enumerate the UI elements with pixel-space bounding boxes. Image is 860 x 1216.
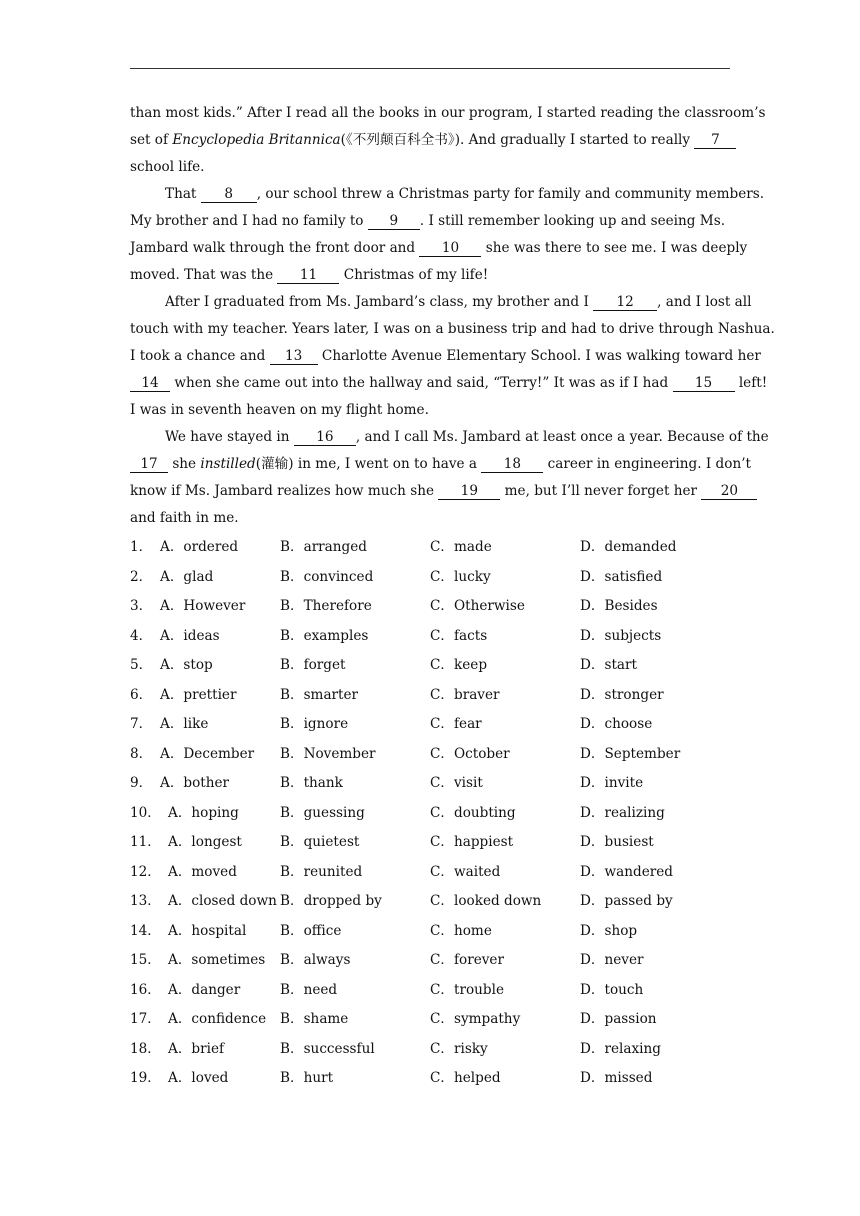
option-c: C．home: [430, 922, 492, 939]
option-a: A．ideas: [160, 627, 220, 644]
blank-12: 12: [593, 295, 657, 311]
blank-16: 16: [294, 430, 356, 446]
option-c: C．keep: [430, 657, 488, 673]
option-b: B．forget: [280, 657, 346, 673]
option-a: A．prettier: [160, 686, 237, 703]
question-number: 16．: [130, 981, 161, 998]
question-number: 4．: [130, 627, 153, 644]
option-d: D．Besides: [580, 598, 658, 614]
passage-text: That: [165, 186, 201, 202]
option-a: A．stop: [160, 657, 213, 673]
blank-20: 20: [701, 484, 757, 500]
question-number: 6．: [130, 686, 153, 703]
passage-text: My brother and I had no family to: [130, 213, 368, 229]
option-b: B．ignore: [280, 716, 349, 732]
question-row: [130, 976, 730, 1006]
question-number: 2．: [130, 568, 153, 585]
option-a: A．hospital: [168, 922, 247, 939]
question-number: 12．: [130, 863, 161, 880]
passage: [130, 100, 775, 532]
passage-text: , and I lost all: [657, 294, 752, 310]
passage-text: know if Ms. Jambard realizes how much she: [130, 483, 439, 499]
option-d: D．start: [580, 657, 637, 673]
passage-text: me, but I’ll never forget her: [500, 483, 702, 499]
question-row: [130, 740, 730, 770]
question-number: 13．: [130, 893, 161, 909]
question-row: [130, 563, 730, 593]
passage-line: [130, 208, 730, 235]
question-row: [130, 799, 730, 829]
passage-line: [130, 343, 761, 370]
question-number: 3．: [130, 598, 153, 614]
question-number: 19．: [130, 1070, 161, 1086]
question-number: 11．: [130, 834, 161, 850]
passage-text: I took a chance and: [130, 348, 270, 364]
passage-text: than most kids.” After I read all the books in our program, I started reading the classroom’s: [130, 105, 766, 121]
blank-13: 13: [270, 349, 318, 365]
option-b: B．Therefore: [280, 598, 372, 614]
option-d: D．September: [580, 745, 681, 762]
passage-text: Christmas of my life!: [339, 267, 489, 283]
blank-15: 15: [673, 376, 735, 392]
blank-8: 8: [201, 187, 257, 203]
option-b: B．thank: [280, 775, 343, 791]
option-a: A．confidence: [168, 1011, 267, 1027]
question-row: [130, 917, 730, 947]
option-b: B．November: [280, 745, 376, 762]
option-d: D．passed by: [580, 893, 673, 909]
question-number: 9．: [130, 775, 153, 791]
passage-line: [130, 370, 768, 397]
question-row: [130, 1005, 730, 1035]
option-c: C．facts: [430, 627, 488, 644]
passage-line: [130, 478, 739, 505]
italic-word: instilled: [200, 456, 256, 472]
option-c: C．visit: [430, 775, 483, 791]
passage-line: [130, 100, 766, 127]
blank-14: 14: [130, 376, 170, 392]
option-c: C．lucky: [430, 568, 491, 585]
option-a: A．loved: [168, 1070, 229, 1086]
option-d: D．busiest: [580, 834, 654, 850]
passage-text: school life.: [130, 159, 205, 175]
question-row: [130, 651, 730, 681]
passage-line: [130, 235, 748, 262]
blank-10: 10: [419, 241, 481, 257]
question-row: [130, 946, 730, 976]
option-b: B．arranged: [280, 539, 367, 555]
passage-line: [130, 262, 730, 289]
option-c: C．waited: [430, 863, 501, 880]
question-row: [130, 710, 730, 740]
passage-text: she: [168, 456, 201, 472]
question-number: 10．: [130, 804, 161, 821]
option-a: A．However: [160, 598, 246, 614]
question-number: 18．: [130, 1040, 161, 1057]
option-d: D．missed: [580, 1070, 653, 1086]
option-c: C．braver: [430, 686, 500, 703]
question-number: 7．: [130, 716, 153, 732]
option-c: C．doubting: [430, 804, 516, 821]
question-number: 5．: [130, 657, 153, 673]
passage-text: touch with my teacher. Years later, I was on a business trip and had to drive through Nashua.: [130, 321, 775, 337]
passage-text: . I still remember looking up and seeing Ms.: [419, 213, 726, 229]
passage-line: [130, 181, 765, 208]
passage-text: , and I call Ms. Jambard at least once a year. Because of the: [355, 429, 769, 445]
passage-text: After I graduated from Ms. Jambard’s class, my brother and I: [165, 294, 594, 310]
header-rule: [130, 68, 730, 69]
option-b: B．smarter: [280, 686, 359, 703]
option-b: B．shame: [280, 1011, 349, 1027]
option-d: D．subjects: [580, 627, 662, 644]
option-a: A．brief: [168, 1040, 225, 1057]
passage-line: [130, 289, 752, 316]
blank-9: 9: [368, 214, 420, 230]
question-row: [130, 592, 730, 622]
option-c: C．October: [430, 745, 510, 762]
option-c: C．helped: [430, 1070, 501, 1086]
passage-text: career in engineering. I don’t: [543, 456, 751, 472]
question-row: [130, 1035, 730, 1065]
option-a: A．ordered: [160, 539, 239, 555]
passage-text: , our school threw a Christmas party for family and community members.: [256, 186, 765, 202]
passage-line: [130, 316, 775, 343]
question-row: [130, 858, 730, 888]
option-d: D．wandered: [580, 863, 673, 880]
option-a: A．moved: [168, 863, 237, 880]
option-a: A．December: [160, 745, 255, 762]
option-a: A．closed down: [168, 893, 277, 909]
blank-7: 7: [694, 133, 736, 149]
question-number: 8．: [130, 745, 153, 762]
passage-text: We have stayed in: [165, 429, 294, 445]
question-number: 17．: [130, 1011, 161, 1027]
passage-line: [130, 397, 730, 424]
question-list: [130, 533, 730, 1094]
option-d: D．stronger: [580, 686, 664, 703]
option-d: D．demanded: [580, 539, 677, 555]
question-number: 1．: [130, 539, 153, 555]
question-row: [130, 828, 730, 858]
option-a: A．bother: [160, 775, 230, 791]
option-b: B．examples: [280, 627, 369, 644]
option-c: C．looked down: [430, 893, 542, 909]
option-a: A．hoping: [168, 804, 239, 821]
passage-text: she was there to see me. I was deeply: [481, 240, 748, 256]
option-d: D．invite: [580, 775, 644, 791]
blank-18: 18: [481, 457, 543, 473]
option-b: B．guessing: [280, 804, 365, 821]
option-a: A．danger: [168, 981, 241, 998]
option-b: B．hurt: [280, 1070, 334, 1086]
option-c: C．risky: [430, 1040, 488, 1057]
passage-text: left!: [734, 375, 768, 391]
option-b: B．convinced: [280, 568, 374, 585]
option-b: B．quietest: [280, 834, 360, 850]
option-c: C．sympathy: [430, 1011, 521, 1027]
option-c: C．happiest: [430, 834, 514, 850]
question-row: [130, 681, 730, 711]
passage-line: [130, 154, 730, 181]
option-b: B．dropped by: [280, 893, 382, 909]
passage-text: and faith in me.: [130, 510, 239, 526]
option-d: D．satisfied: [580, 568, 663, 585]
option-d: D．relaxing: [580, 1040, 661, 1057]
option-c: C．made: [430, 539, 492, 555]
option-d: D．choose: [580, 716, 653, 732]
book-title: Encyclopedia Britannica: [172, 132, 341, 148]
passage-text: (灌输) in me, I went on to have a: [255, 456, 482, 472]
question-number: 15．: [130, 952, 161, 968]
option-a: A．sometimes: [168, 952, 266, 968]
question-row: [130, 769, 730, 799]
option-b: B．always: [280, 952, 351, 968]
question-row: [130, 887, 730, 917]
option-b: B．reunited: [280, 863, 363, 880]
blank-11: 11: [277, 268, 339, 284]
option-d: D．shop: [580, 922, 638, 939]
option-a: A．longest: [168, 834, 242, 850]
option-c: C．Otherwise: [430, 598, 525, 614]
option-d: D．passion: [580, 1011, 657, 1027]
option-b: B．need: [280, 981, 338, 998]
blank-19: 19: [438, 484, 500, 500]
option-a: A．like: [160, 716, 209, 732]
option-c: C．fear: [430, 716, 482, 732]
passage-text: moved. That was the: [130, 267, 278, 283]
question-number: 14．: [130, 922, 161, 939]
option-c: C．trouble: [430, 981, 504, 998]
passage-line: [130, 127, 730, 154]
option-b: B．successful: [280, 1040, 375, 1057]
passage-line: [130, 424, 769, 451]
passage-line: [130, 505, 730, 532]
question-row: [130, 533, 730, 563]
passage-text: Jambard walk through the front door and: [130, 240, 420, 256]
passage-text: when she came out into the hallway and said, “Terry!” It was as if I had: [170, 375, 673, 391]
passage-text: I was in seventh heaven on my flight home.: [130, 402, 429, 418]
passage-text: (《不列颠百科全书》). And gradually I started to really: [340, 132, 695, 148]
option-d: D．never: [580, 952, 644, 968]
question-row: [130, 622, 730, 652]
passage-text: Charlotte Avenue Elementary School. I was walking toward her: [317, 348, 761, 364]
option-b: B．office: [280, 922, 342, 939]
option-c: C．forever: [430, 952, 504, 968]
blank-17: 17: [130, 457, 168, 473]
passage-text: set of: [130, 132, 173, 148]
option-a: A．glad: [160, 568, 214, 585]
question-row: [130, 1064, 730, 1094]
option-d: D．realizing: [580, 804, 665, 821]
option-d: D．touch: [580, 981, 644, 998]
passage-line: [130, 451, 751, 478]
